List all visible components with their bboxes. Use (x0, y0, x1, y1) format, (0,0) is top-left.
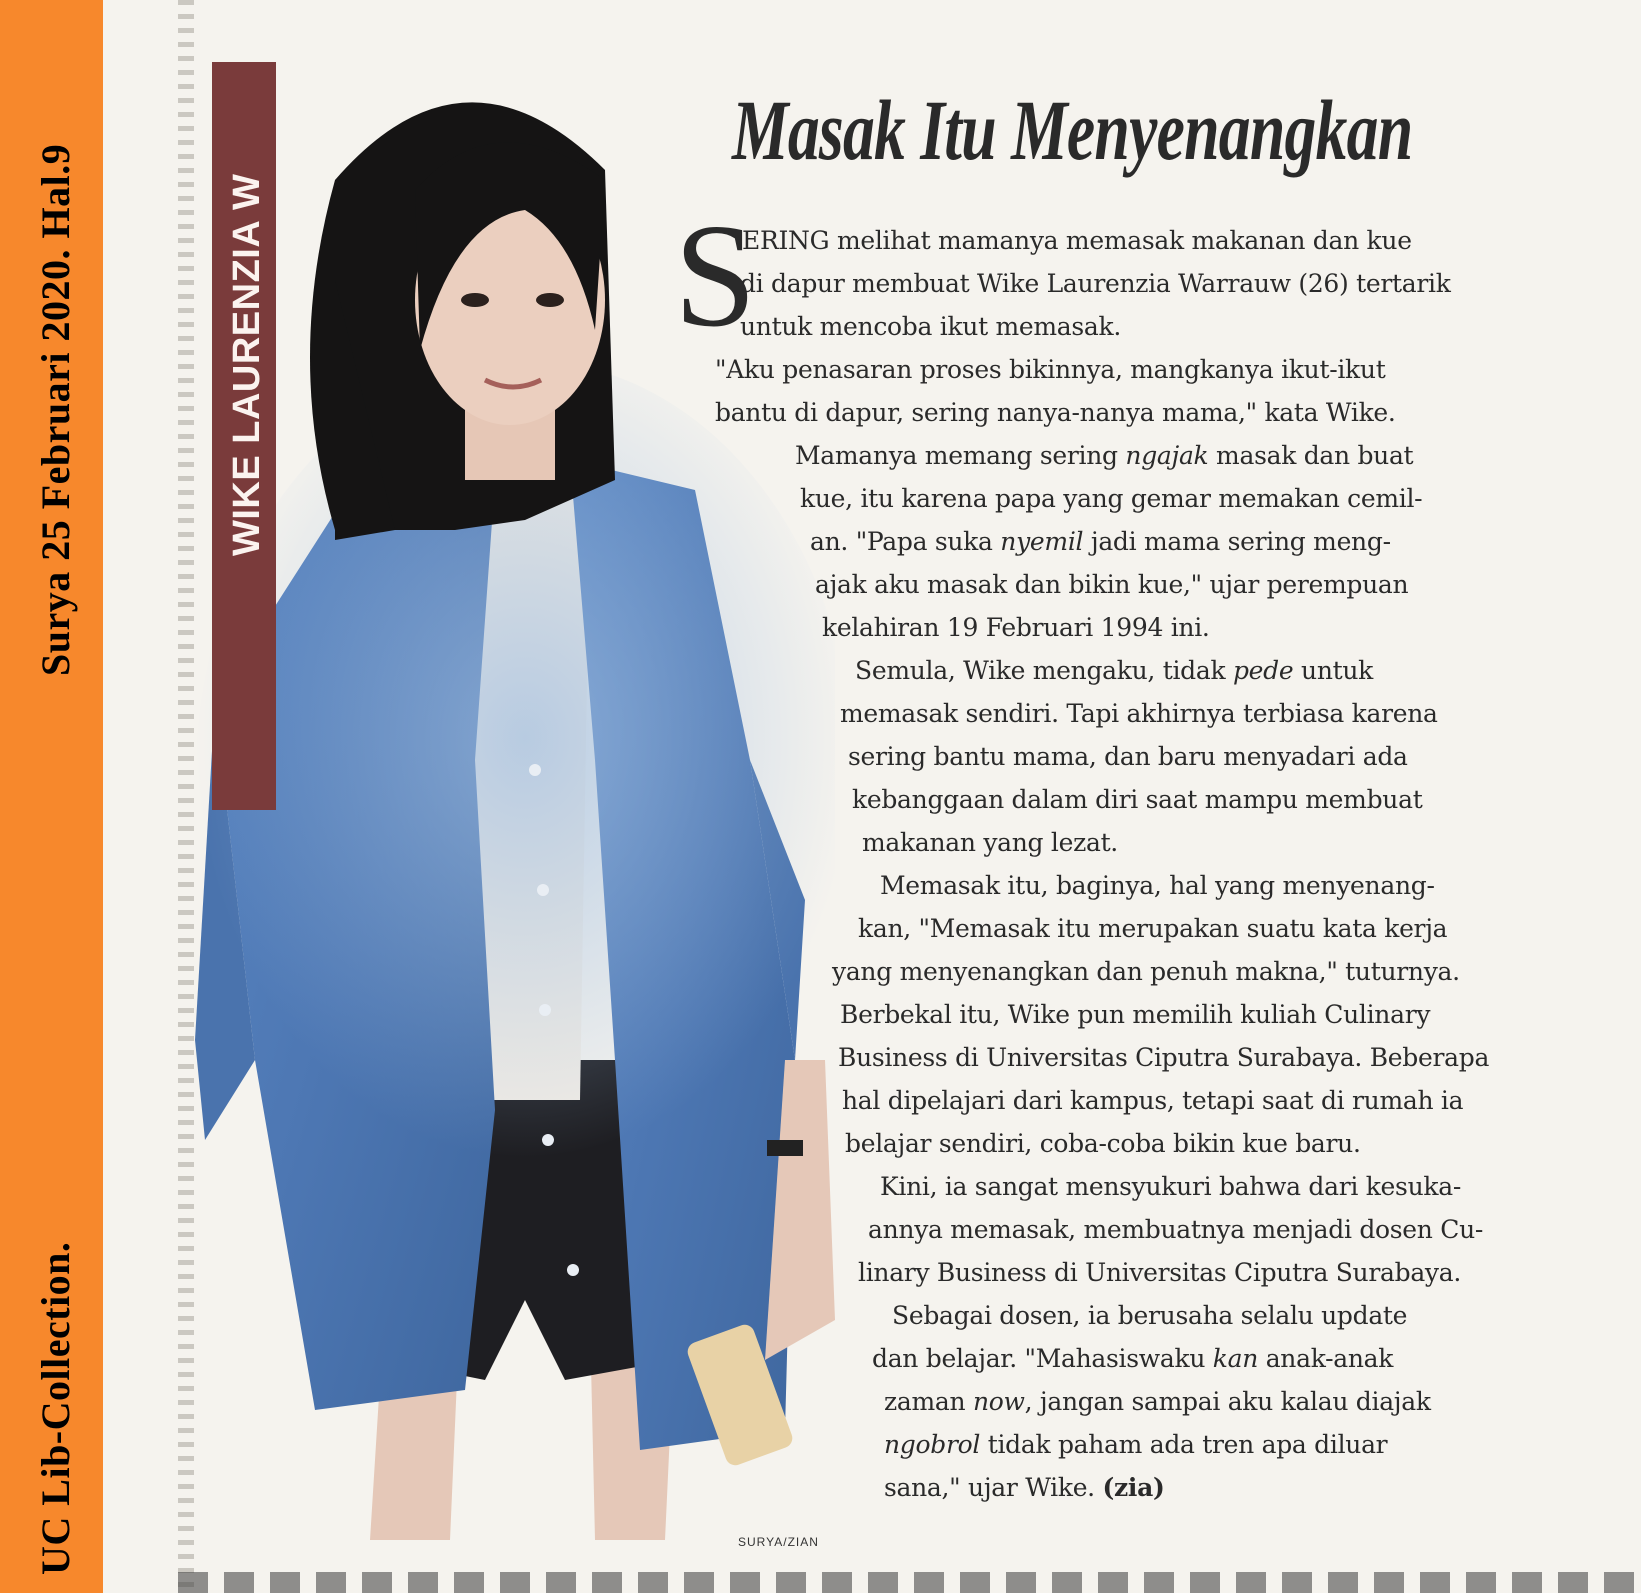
line-text: masak dan buat (1208, 440, 1414, 470)
archive-collection-label: UC Lib-Collection. (33, 1241, 78, 1575)
article-line (892, 1301, 1407, 1330)
italic-term: ngobrol (884, 1429, 981, 1459)
line-text: linary Business di Universitas Ciputra Surabaya. (858, 1257, 1461, 1287)
article-line (845, 1129, 1361, 1158)
perforation-edge (178, 0, 194, 1593)
article-line (862, 828, 1118, 857)
archive-strip (0, 0, 103, 1593)
article-line (880, 871, 1435, 900)
torn-bottom-edge (178, 1572, 1638, 1593)
line-text: anak-anak (1258, 1343, 1394, 1373)
article-line (740, 312, 1121, 341)
line-text: tidak paham ada tren apa diluar (980, 1429, 1388, 1459)
line-text: dan belajar. "Mahasiswaku (872, 1343, 1213, 1373)
article-byline: (zia) (1102, 1472, 1165, 1502)
line-text: an. "Papa suka (810, 526, 1001, 556)
article-line (832, 957, 1460, 986)
article-line (855, 656, 1373, 685)
article-line (842, 1086, 1463, 1115)
line-text: untuk (1293, 655, 1374, 685)
line-text: ERING melihat mamanya memasak makanan dan kue (742, 225, 1412, 255)
line-text: sering bantu mama, dan baru menyadari ada (848, 741, 1408, 771)
article-line (880, 1172, 1461, 1201)
line-text: kelahiran 19 Februari 1994 ini. (822, 612, 1210, 642)
line-text: yang menyenangkan dan penuh makna," tuturnya. (832, 956, 1460, 986)
italic-term: now (972, 1386, 1025, 1416)
line-text: "Aku penasaran proses bikinnya, mangkanya ikut-ikut (715, 354, 1386, 384)
article-line (884, 1430, 1387, 1459)
line-text: sana," ujar Wike. (884, 1472, 1103, 1502)
italic-term: ngajak (1125, 440, 1209, 470)
article-line (815, 570, 1408, 599)
line-text: makanan yang lezat. (862, 827, 1118, 857)
line-text: Semula, Wike mengaku, tidak (855, 655, 1233, 685)
article-line (715, 398, 1396, 427)
photo-credit: SURYA/ZIAN (738, 1535, 819, 1549)
line-text: belajar sendiri, coba-coba bikin kue baru. (845, 1128, 1361, 1158)
line-text: Memasak itu, baginya, hal yang menyenang- (880, 870, 1435, 900)
line-text: untuk mencoba ikut memasak. (740, 311, 1122, 341)
line-text: jadi mama sering meng- (1083, 526, 1391, 556)
line-text: Berbekal itu, Wike pun memilih kuliah Culinary (840, 999, 1431, 1029)
line-text: Mamanya memang sering (795, 440, 1126, 470)
article-line (810, 527, 1391, 556)
article-line (884, 1387, 1431, 1416)
line-text: ajak aku masak dan bikin kue," ujar perempuan (815, 569, 1409, 599)
article-line (740, 269, 1451, 298)
line-text: zaman (884, 1386, 973, 1416)
article-line (840, 699, 1438, 728)
article-headline: Masak Itu Menyenangkan (732, 82, 1413, 178)
article-line (858, 914, 1447, 943)
photo-name-banner (212, 62, 276, 810)
article-line (742, 226, 1412, 255)
line-text: hal dipelajari dari kampus, tetapi saat di rumah ia (842, 1085, 1464, 1115)
article-line (868, 1215, 1483, 1244)
line-text: Sebagai dosen, ia berusaha selalu update (892, 1300, 1408, 1330)
line-text: kan, "Memasak itu merupakan suatu kata kerja (858, 913, 1448, 943)
line-text: Business di Universitas Ciputra Surabaya. Beberapa (838, 1042, 1490, 1072)
line-text: , jangan sampai aku kalau diajak (1024, 1386, 1431, 1416)
italic-term: kan (1212, 1343, 1259, 1373)
article-line (852, 785, 1422, 814)
line-text: Kini, ia sangat mensyukuri bahwa dari kesuka- (880, 1171, 1461, 1201)
article-line (884, 1473, 1165, 1502)
article-line (795, 441, 1413, 470)
article-line (715, 355, 1385, 384)
article-line (858, 1258, 1461, 1287)
article-line (840, 1000, 1430, 1029)
line-text: memasak sendiri. Tapi akhirnya terbiasa karena (840, 698, 1438, 728)
archive-source-label: Surya 25 Februari 2020. Hal.9 (33, 143, 78, 676)
italic-term: nyemil (1000, 526, 1084, 556)
article-line (848, 742, 1408, 771)
article-dropcap: S (674, 194, 757, 358)
line-text: bantu di dapur, sering nanya-nanya mama," kata Wike. (715, 397, 1396, 427)
line-text: annya memasak, membuatnya menjadi dosen Cu- (868, 1214, 1484, 1244)
line-text: kue, itu karena papa yang gemar memakan cemil- (800, 483, 1423, 513)
article-line (872, 1344, 1393, 1373)
article-line (822, 613, 1210, 642)
article-line (838, 1043, 1489, 1072)
line-text: kebanggaan dalam diri saat mampu membuat (852, 784, 1423, 814)
photo-name-banner-text: WIKE LAURENZIA W (226, 173, 268, 556)
italic-term: pede (1232, 655, 1294, 685)
line-text: di dapur membuat Wike Laurenzia Warrauw (26) tertarik (740, 268, 1451, 298)
article-line (800, 484, 1422, 513)
